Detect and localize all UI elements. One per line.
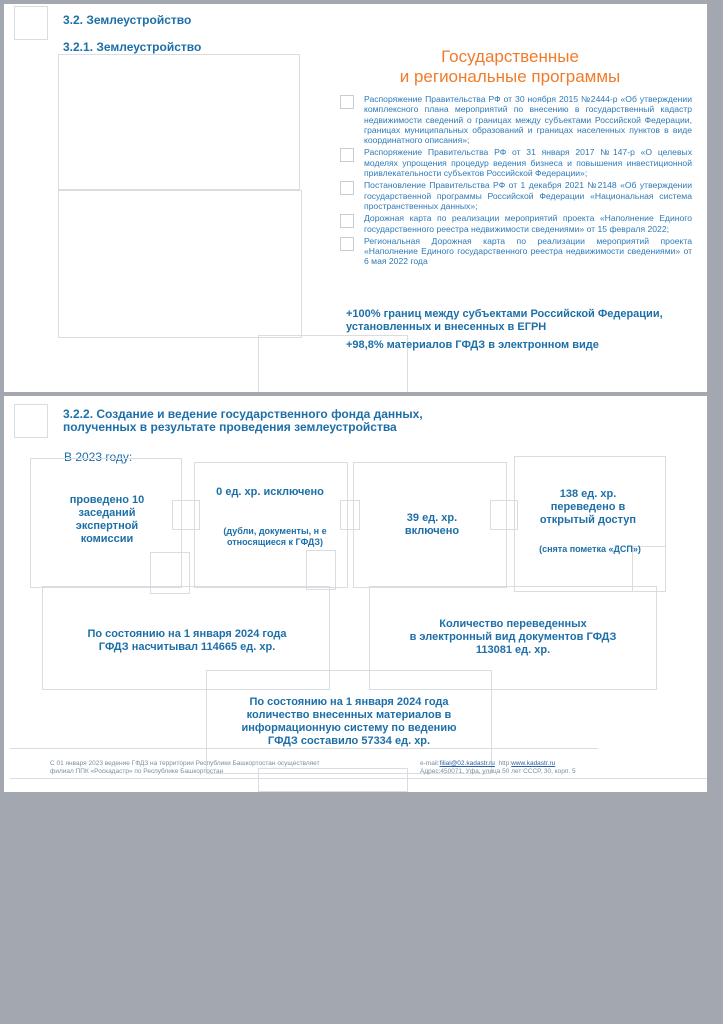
box-excluded-text: 0 ед. хр. исключено bbox=[216, 486, 324, 498]
box-total-line1: По состоянию на 1 января 2024 года bbox=[87, 628, 287, 640]
box-sessions-text: проведено 10 заседаний экспертной комиссии bbox=[69, 494, 145, 545]
email-link[interactable]: filial@02.kadastr.ru bbox=[439, 760, 495, 767]
footer-divider bbox=[10, 748, 598, 749]
checkbox-icon bbox=[340, 148, 354, 162]
image-placeholder-bottom bbox=[58, 190, 302, 338]
connector-square bbox=[490, 500, 518, 530]
subsection-heading: 3.2.1. Землеустройство bbox=[63, 40, 202, 54]
box-digitized-line1: Количество переведенных bbox=[439, 618, 587, 630]
site-label: http: bbox=[498, 760, 512, 767]
documents-list bbox=[352, 94, 692, 269]
programs-title-line1: Государственные bbox=[441, 47, 579, 66]
footer-contacts-line1 bbox=[420, 760, 650, 768]
box-digitized-text bbox=[382, 618, 644, 657]
checkbox-icon bbox=[340, 181, 354, 195]
checkbox-icon bbox=[340, 95, 354, 109]
box-total-line2: ГФДЗ насчитывал 114665 ед. хр. bbox=[98, 641, 276, 653]
section-heading: 3.2. Землеустройство bbox=[63, 13, 192, 27]
footer-left-line2: филиал ППК «Роскадастр» по Республике Башкортостан bbox=[50, 768, 224, 775]
box-digitized-line3: 113081 ед. хр. bbox=[475, 644, 551, 656]
checkbox-icon bbox=[340, 237, 354, 251]
document-item: Дорожная карта по реализации мероприятий проекта «Наполнение Единого государственного реестра недвижимости сведениями» от 15 февраля 2022; bbox=[352, 213, 692, 234]
stat-borders: +100% границ между субъектами Российской Федерации, установленных и внесенных в ЕГРН bbox=[346, 308, 663, 333]
box-included-text: 39 ед. хр. включено bbox=[404, 512, 460, 537]
slide-land-management bbox=[4, 4, 707, 392]
document-item: Распоряжение Правительства РФ от 30 ноября 2015 №2444-р «Об утверждении комплексного плана мероприятий по внесению в государственный кадастр недвижимости сведений о границах между субъектами Российской Федерации, границах муниципальных образований и границах населенных пунктов в виде координатного описания»; bbox=[352, 94, 692, 145]
box-total-text bbox=[54, 628, 320, 654]
programs-title bbox=[360, 47, 660, 87]
slide-gfdz bbox=[4, 396, 707, 792]
document-item: Региональная Дорожная карта по реализации мероприятий проекта «Наполнение Единого государственного реестра недвижимости сведениями» от 6 мая 2022 года bbox=[352, 236, 692, 267]
image-placeholder-top bbox=[58, 54, 300, 190]
box-system-text: По состоянию на 1 января 2024 года количество внесенных материалов в информационную систему по ведению ГФДЗ составило 57334 ед. хр. bbox=[241, 696, 457, 747]
programs-title-line2: и региональные программы bbox=[399, 67, 621, 86]
corner-frame bbox=[14, 404, 48, 438]
stat-gfdz: +98,8% материалов ГФДЗ в электронном виде bbox=[346, 339, 599, 351]
year-label: В 2023 году: bbox=[64, 450, 133, 464]
footer-left bbox=[50, 760, 380, 776]
connector-square bbox=[150, 552, 190, 594]
checkbox-icon bbox=[340, 214, 354, 228]
footer-contacts bbox=[420, 760, 650, 776]
box-digitized-line2: в электронный вид документов ГФДЗ bbox=[409, 631, 617, 643]
box-excluded-note: (дубли, документы, н е относящиеся к ГФДЗ) bbox=[223, 526, 327, 547]
document-item: Распоряжение Правительства РФ от 31 января 2017 №147-р «О целевых моделях упрощения процедур ведения бизнеса и повышения инвестиционной привлекательности субъектов Российской Федерации»; bbox=[352, 147, 692, 178]
corner-frame bbox=[14, 6, 48, 40]
connector-square bbox=[306, 550, 336, 590]
connector-square bbox=[172, 500, 200, 530]
connector-square bbox=[340, 500, 360, 530]
document-item: Постановление Правительства РФ от 1 декабря 2021 №2148 «Об утверждении государственной программы Российской Федерации «Национальная система пространственных данных»; bbox=[352, 180, 692, 211]
box-open-access-text: 138 ед. хр. переведено в открытый доступ bbox=[539, 488, 637, 526]
gfdz-heading: 3.2.2. Создание и ведение государственного фонда данных, полученных в результате проведения землеустройства bbox=[63, 407, 423, 434]
site-link[interactable]: www.kadastr.ru bbox=[511, 760, 556, 767]
footer-address: Адрес:450071, Уфа, улица 50 лет СССР, 30, корп. 5 bbox=[420, 768, 576, 775]
footer-left-line1: С 01 января 2023 ведение ГФДЗ на территории Республики Башкортостан осуществляет bbox=[50, 760, 320, 767]
box-open-access-note: (снята пометка «ДСП») bbox=[539, 544, 641, 554]
email-label: e-mail: bbox=[420, 760, 440, 767]
